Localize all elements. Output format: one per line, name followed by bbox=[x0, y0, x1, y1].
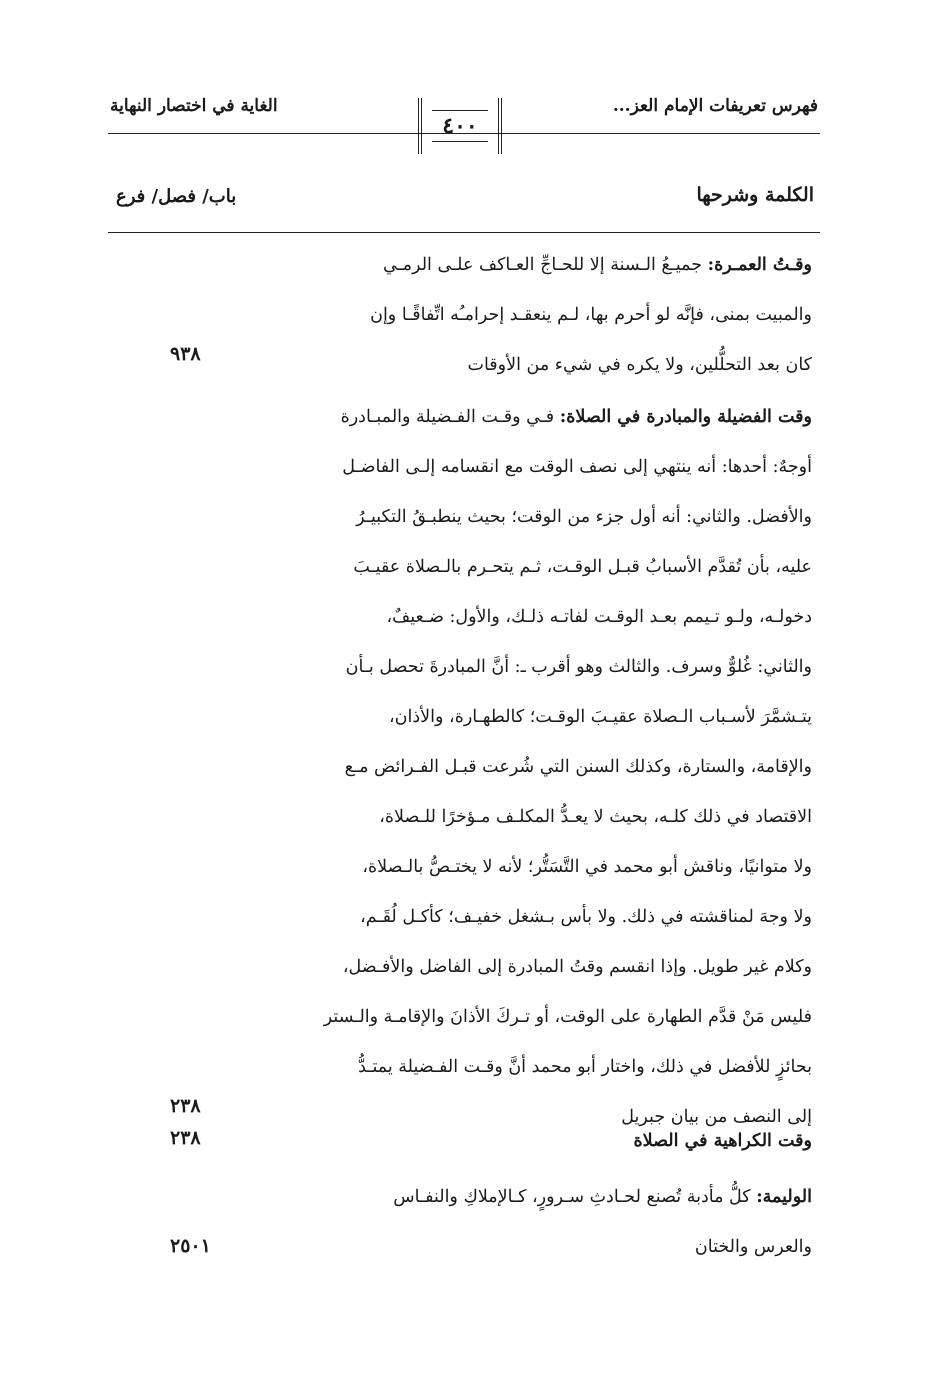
entry-term: الوليمة: bbox=[756, 1187, 812, 1207]
index-entry bbox=[274, 1172, 812, 1272]
entry-text-line: جميـعُ الـسنة إلا للحـاجِّ العـاكف علـى الرمـي bbox=[382, 255, 703, 275]
entry-term: وقـتُ العمـرة: bbox=[707, 255, 812, 275]
entry-text-line: فليس مَنْ قدَّم الطهارة على الوقت، أو تـركَ الأذانَ والإقامـة والـستر bbox=[323, 1007, 812, 1027]
entry-text-line: إلى النصف من بيان جبريل bbox=[621, 1107, 812, 1127]
entry-text-line: وكلام غير طويل. وإذا انقسم وقتُ المبادرة إلى الفاضل والأفـضل، bbox=[342, 957, 812, 977]
entry-text-line: فـي وقـت الفـضيلة والمبـادرة bbox=[340, 407, 555, 427]
column-heading-word: الكلمة وشرحها bbox=[696, 184, 814, 206]
entry-text-line: والإقامة، والستارة، وكذلك السنن التي شُرعت قبـل الفـرائض مـع bbox=[344, 757, 812, 777]
entry-reference: ٩٣٨ bbox=[170, 343, 201, 365]
entry-text-line: ولا متوانيًا، وناقش أبو محمد في التَّسَتُّر؛ لأنه لا يختـصُّ بالـصلاة، bbox=[362, 857, 812, 877]
index-entry bbox=[274, 240, 812, 390]
page-number: ٤٠٠ bbox=[432, 110, 488, 142]
index-entry bbox=[274, 1116, 812, 1166]
entry-text-line: ولا وجهَ لمناقشته في ذلك. ولا بأس بـشغل خفيـف؛ كأكـل لُقَـم، bbox=[360, 907, 812, 927]
entry-text-line: يتـشمَّرَ لأسـباب الـصلاة عقيـبَ الوقـت؛ كالطهـارة، والأذان، bbox=[389, 707, 812, 727]
entry-text-line: كلُّ مأدبة تُصنع لحـادثِ سـرورٍ، كـالإملاكِ والنفـاس bbox=[393, 1187, 751, 1207]
entry-text-line: كان بعد التحلُّلين، ولا يكره في شيء من الأوقات bbox=[467, 355, 812, 375]
entry-text-line: والأفضل. والثاني: أنه أول جزء من الوقت؛ بحيث ينطبـقُ التكبيـرُ bbox=[356, 507, 812, 527]
entry-text-line: عليه، بأن تُقدَّم الأسبابُ قبـل الوقـت، ثـم يتحـرم بالـصلاة عقيـبَ bbox=[353, 557, 812, 577]
index-entry bbox=[274, 392, 812, 1142]
entry-text-line: بحائزٍ للأفضل في ذلك، واختار أبو محمد أنَّ وقـت الفـضيلة يمتـدُّ bbox=[358, 1057, 812, 1077]
entry-text-line: والمبيت بمنى، فإنَّه لو أحرم بها، لـم ينعقـد إحرامـُه اتِّفاقًـا وإن bbox=[370, 305, 812, 325]
column-heading-reference: باب/ فصل/ فرع bbox=[116, 186, 237, 207]
entry-text-line: أوجهٌ: أحدها: أنه ينتهي إلى نصف الوقت مع انقسامه إلـى الفاضـل bbox=[342, 457, 812, 477]
entry-reference: ٢٣٨ bbox=[170, 1127, 201, 1149]
header-index-title: فهرس تعريفات الإمام العز... bbox=[612, 96, 818, 116]
entry-term: وقت الفضيلة والمبادرة في الصلاة: bbox=[559, 407, 812, 427]
entry-text-line: الاقتصاد في ذلك كلـه، بحيث لا يعـدُّ المكلـف مـؤخرًا للـصلاة، bbox=[379, 807, 812, 827]
entry-reference: ٢٥٠١ bbox=[170, 1235, 211, 1257]
entry-reference: ٢٣٨ bbox=[170, 1095, 201, 1117]
column-divider bbox=[108, 232, 820, 233]
header-divider bbox=[108, 133, 820, 134]
entry-text-line: والثاني: غُلوٌّ وسرف. والثالث وهو أقرب ـ: أنَّ المبادرةَ تحصل بـأن bbox=[345, 657, 812, 677]
header-book-title: الغاية في اختصار النهاية bbox=[110, 96, 278, 116]
entry-term: وقت الكراهية في الصلاة bbox=[633, 1131, 812, 1151]
entry-text-line: والعرس والختان bbox=[694, 1237, 812, 1257]
page-number-box bbox=[418, 98, 502, 154]
entry-text-line: دخولـه، ولـو تـيمم بعـد الوقـت لفاتـه ذلـك، والأول: ضـعيفٌ، bbox=[386, 607, 812, 627]
